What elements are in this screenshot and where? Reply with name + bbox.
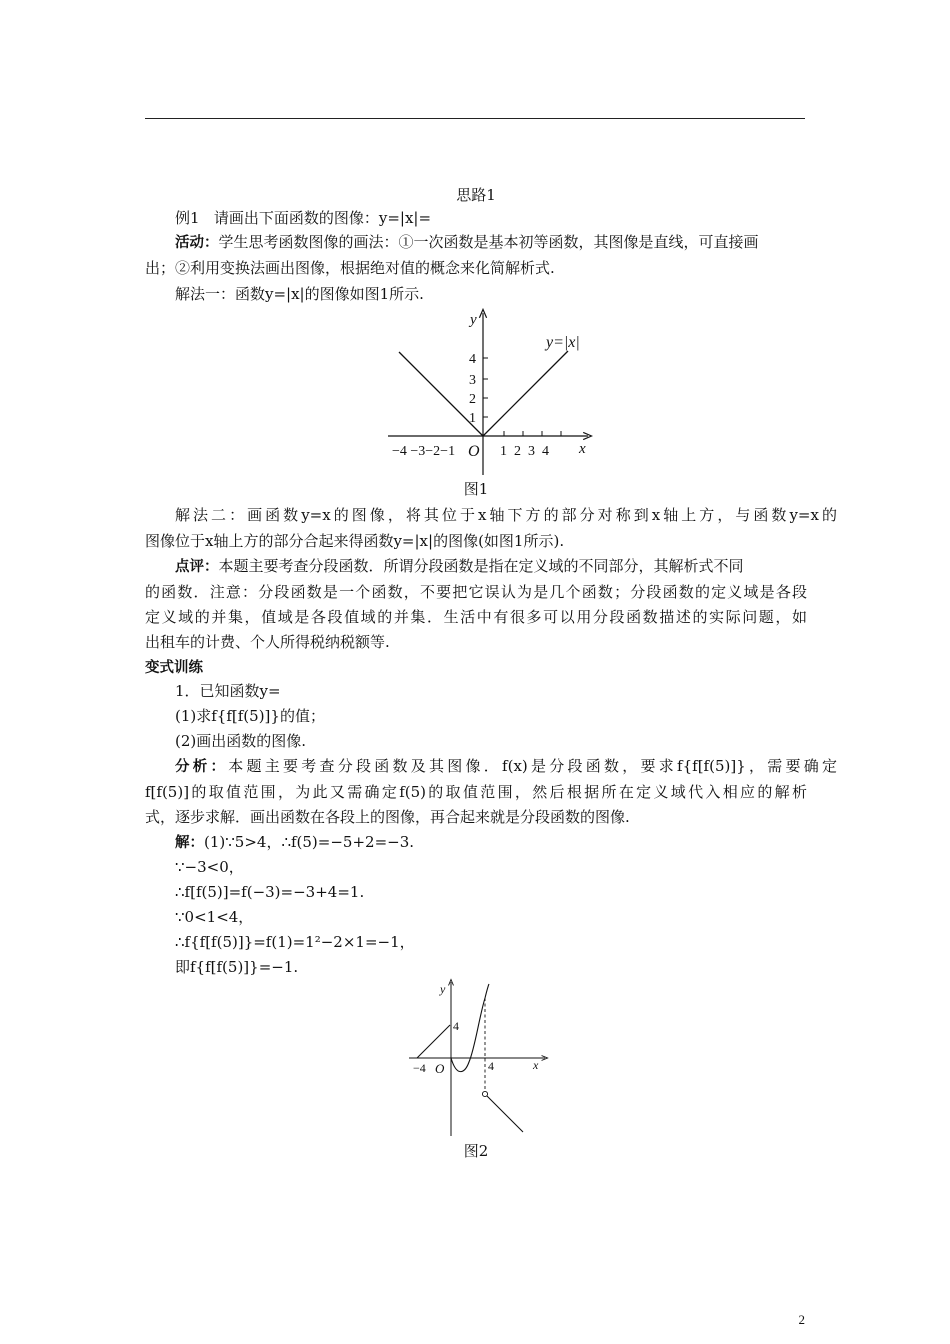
activity-line-2: 出；②利用变换法画出图像，根据绝对值的概念来化简解析式. — [145, 259, 555, 277]
activity-line-1: 活动：学生思考函数图像的画法：①一次函数是基本初等函数，其图像是直线，可直接画 — [175, 233, 759, 251]
activity-label: 活动： — [175, 235, 219, 251]
figure-1-caption: 图1 — [463, 480, 489, 498]
x-axis-label: x — [579, 441, 586, 457]
page-number: 2 — [798, 1312, 805, 1327]
example-question: 请画出下面函数的图像：y=|x|= — [213, 209, 432, 227]
analysis-line-1: 分析：本题主要考查分段函数及其图像．f(x)是分段函数，要求f{f[f(5)]}，需要确定 — [175, 757, 837, 775]
comment-line-3: 定义域的并集，值域是各段值域的并集．生活中有很多可以用分段函数描述的实际问题，如 — [145, 608, 807, 626]
variant-training-heading: 变式训练 — [145, 660, 203, 676]
y-tick-3: 3 — [469, 373, 476, 388]
comment-line-4: 出租车的计费、个人所得税纳税额等. — [145, 633, 390, 651]
y-axis-label: y — [470, 312, 477, 328]
analysis-line-3: 式，逐步求解．画出函数在各段上的图像，再合起来就是分段函数的图像. — [145, 808, 630, 826]
origin-label: O — [435, 1061, 445, 1076]
analysis-label: 分析： — [175, 759, 229, 775]
segment-linear-left — [417, 1025, 450, 1058]
solution-line-1: 解：(1)∵5>4，∴f(5)=−5+2=−3. — [175, 833, 415, 851]
right-branch — [483, 351, 568, 436]
solution-line-5: ∴f{f[f(5)]}=f(1)=1²−2×1=−1， — [175, 933, 415, 951]
x-axis-label: x — [533, 1058, 539, 1072]
y-tick-2: 2 — [469, 392, 476, 407]
solution-line-6: 即f{f[f(5)]}=−1. — [175, 958, 299, 976]
label-x-neg4: −4 — [413, 1061, 426, 1075]
solution-method-1: 解法一：函数y=|x|的图像如图1所示. — [175, 285, 424, 303]
figure-2-caption: 图2 — [463, 1142, 489, 1160]
example-1 — [145, 207, 837, 229]
header-rule — [145, 118, 805, 119]
solution-method-2-line-1: 解法二：画函数y=x的图像，将其位于x轴下方的部分对称到x轴上方，与函数y=x的 — [175, 506, 837, 524]
comment-line-1: 点评：本题主要考查分段函数．所谓分段函数是指在定义域的不同部分，其解析式不同 — [175, 557, 744, 575]
y-axis-label: y — [440, 982, 446, 996]
figure-1-graph — [380, 305, 600, 480]
curve-label: y=|x| — [546, 334, 580, 351]
origin-label: O — [468, 443, 480, 460]
exercise-line-3: (2)画出函数的图像. — [175, 732, 307, 750]
solution-method-2-line-2: 图像位于x轴上方的部分合起来得函数y=|x|的图像(如图1所示). — [145, 532, 565, 550]
x-ticks-negative: −4 −3−2−1 — [392, 444, 456, 459]
exercise-line-1: 1．已知函数y= — [175, 682, 281, 700]
label-x-4: 4 — [488, 1059, 494, 1073]
y-tick-1: 1 — [469, 411, 476, 426]
label-y-4: 4 — [453, 1019, 459, 1033]
analysis-line-2: f[f(5)]的取值范围，为此又需确定f(5)的取值范围，然后根据所在定义域代入相应的解析 — [145, 783, 807, 801]
comment-line-2: 的函数．注意：分段函数是一个函数，不要把它误认为是几个函数；分段函数的定义域是各段 — [145, 583, 807, 601]
solution-line-3: ∴f[f(5)]=f(−3)=−3+4=1. — [175, 883, 365, 901]
solution-line-2: ∵−3<0， — [175, 858, 244, 876]
open-endpoint — [482, 1091, 487, 1096]
x-ticks-positive: 1 2 3 4 — [500, 444, 549, 459]
figure-2-graph — [405, 978, 550, 1138]
comment-label: 点评： — [175, 559, 219, 575]
example-label: 例1 — [175, 209, 200, 227]
exercise-line-2: (1)求f{f[f(5)]}的值； — [175, 707, 325, 725]
solution-label: 解： — [175, 835, 204, 851]
segment-linear-right — [487, 1096, 523, 1132]
y-tick-4: 4 — [469, 352, 476, 367]
section-title: 思路1 — [456, 186, 496, 204]
solution-line-4: ∵0<1<4， — [175, 908, 254, 926]
